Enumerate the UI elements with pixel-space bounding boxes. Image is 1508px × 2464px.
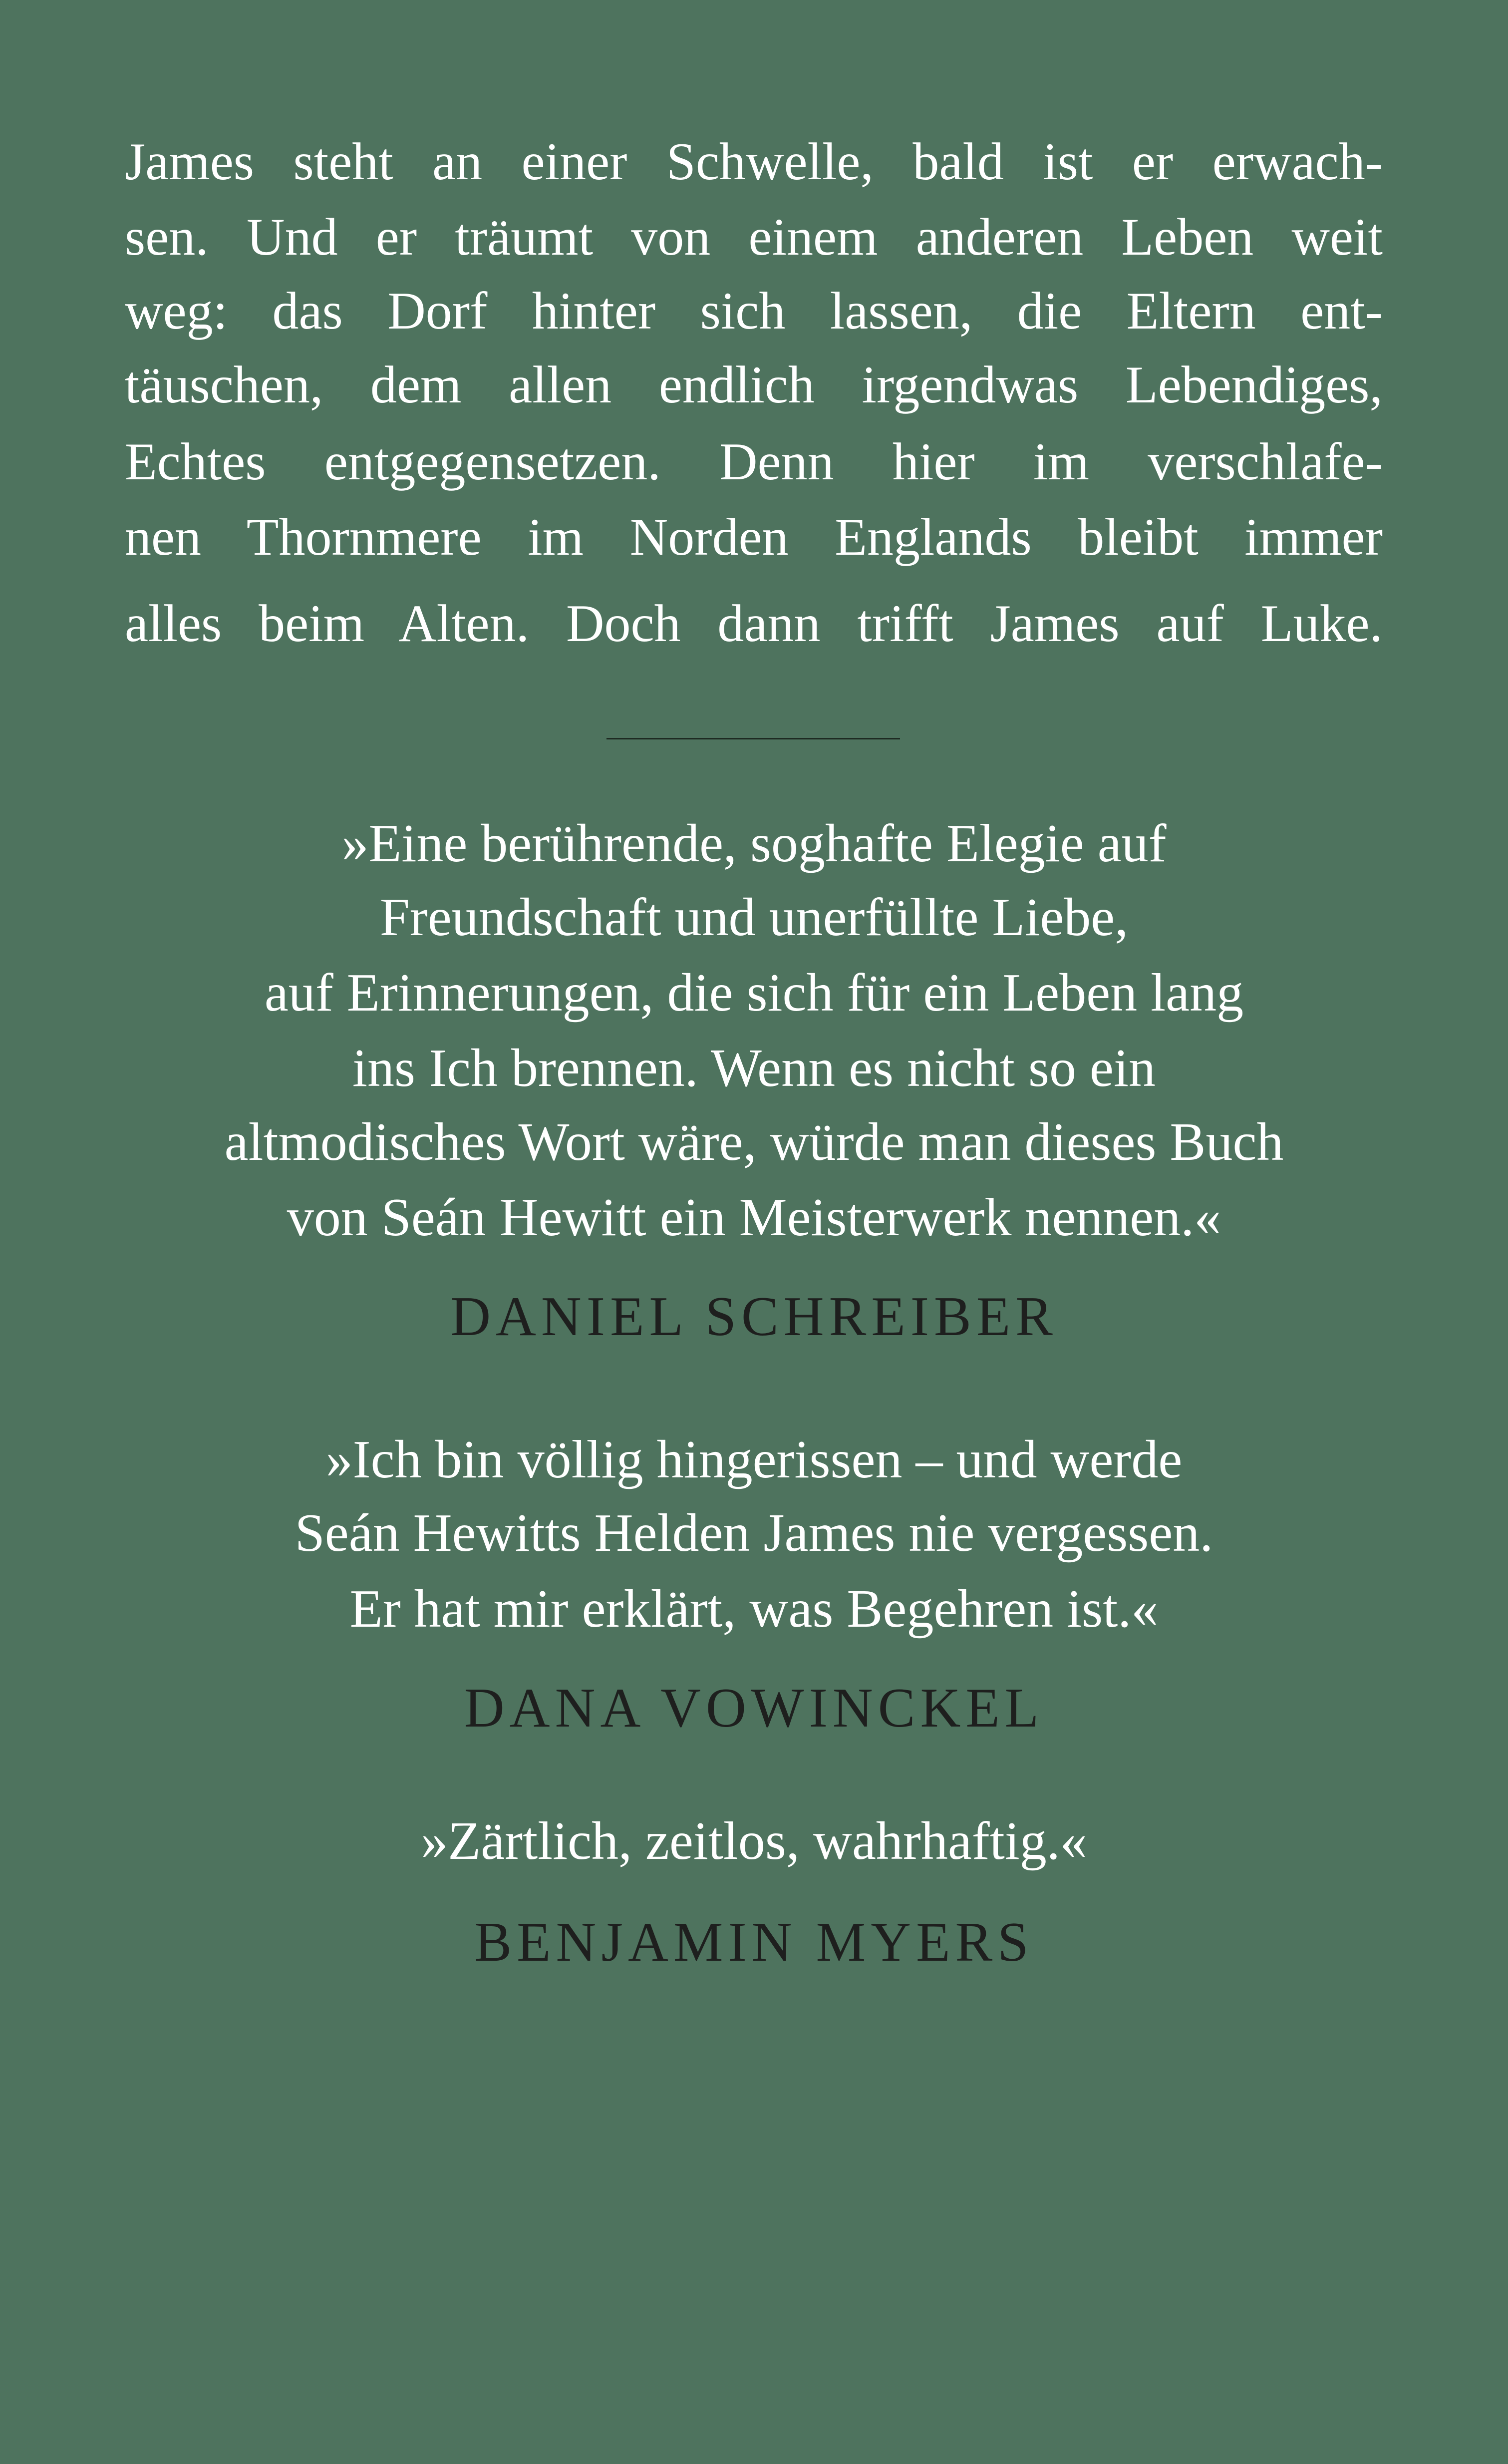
blurb-line: sen. Und er träumt von einem anderen Leben weit [125,208,1383,266]
review-quote-line: »Eine berührende, soghafte Elegie auf [341,814,1167,873]
blurb-line: James steht an einer Schwelle, bald ist er erwach- [125,132,1383,191]
review-quote-line: »Ich bin völlig hingerissen – und werde [325,1430,1183,1489]
review-quote-line: altmodisches Wort wäre, würde man dieses Buch [224,1112,1284,1172]
review-quote-line: Er hat mir erklärt, was Begehren ist.« [349,1579,1159,1639]
blurb-line: weg: das Dorf hinter sich lassen, die Eltern ent- [125,282,1383,340]
review-quote-line: Seán Hewitts Helden James nie vergessen. [295,1503,1213,1563]
review-quote-line: von Seán Hewitt ein Meisterwerk nennen.« [287,1188,1221,1247]
review-author: BENJAMIN MYERS [474,1911,1034,1973]
review-quote-line: ins Ich brennen. Wenn es nicht so ein [352,1039,1156,1098]
review-quote-line: Freundschaft und unerfüllte Liebe, [379,888,1129,947]
blurb-line: täuschen, dem allen endlich irgendwas Lebendiges, [125,355,1383,414]
blurb-line: Echtes entgegensetzen. Denn hier im verschlafe- [125,432,1383,491]
divider [606,738,900,739]
blurb-line: alles beim Alten. Doch dann trifft James auf Luke. [125,594,1383,653]
blurb-line: nen Thornmere im Norden Englands bleibt immer [125,508,1383,566]
review-quote-line: auf Erinnerungen, die sich für ein Leben lang [264,963,1244,1023]
review-author: DANIEL SCHREIBER [450,1286,1058,1348]
review-quote-line: »Zärtlich, zeitlos, wahrhaftig.« [421,1811,1087,1871]
review-author: DANA VOWINCKEL [464,1677,1044,1739]
